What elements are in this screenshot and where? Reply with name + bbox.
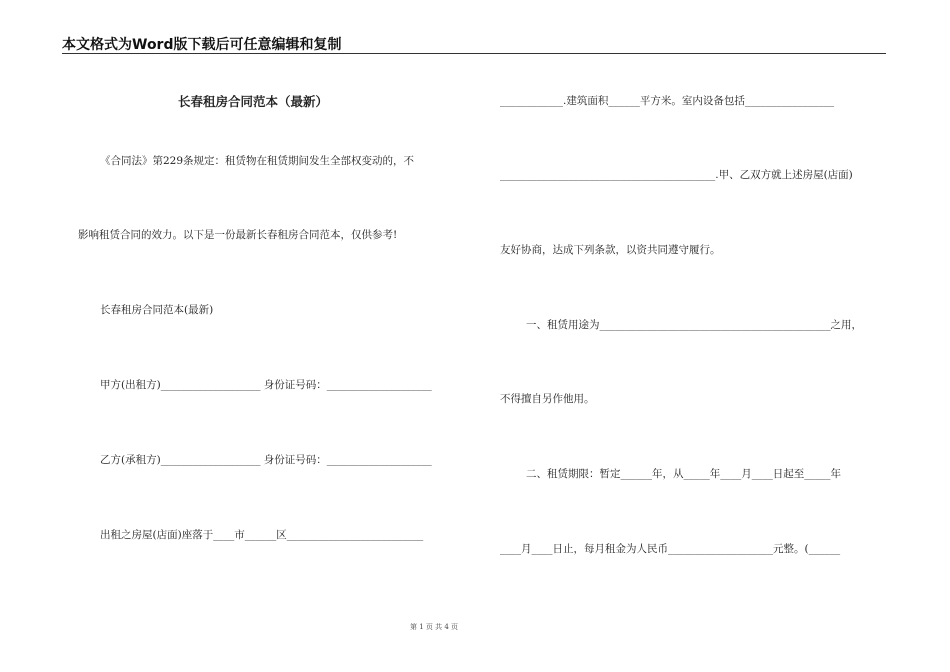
right-line-6: 二、租赁期限：暂定______年，从_____年____月____日起至_____年 bbox=[526, 468, 841, 480]
page-number: 第 1 页 共 4 页 bbox=[410, 623, 459, 631]
right-line-2: _________________________________________.甲、乙双方就上述房屋(店面) bbox=[500, 169, 853, 181]
left-line-2: 影响租赁合同的效力。以下是一份最新长春租房合同范本，仅供参考! bbox=[78, 229, 398, 241]
left-line-1: 《合同法》第229条规定：租赁物在租赁期间发生全部权变动的，不 bbox=[100, 155, 415, 167]
right-line-4: 一、租赁用途为____________________________________________之用， bbox=[526, 319, 862, 331]
document-title: 长春租房合同范本（最新） bbox=[178, 94, 329, 109]
right-line-7: ____月____日止，每月租金为人民币____________________元整。(______ bbox=[500, 543, 841, 555]
right-line-1: ____________.建筑面积______平方米。室内设备包括_________________ bbox=[500, 95, 835, 107]
document-banner: 本文格式为Word版下载后可任意编辑和复制 bbox=[62, 37, 342, 53]
header-divider bbox=[62, 53, 886, 54]
left-line-3: 长春租房合同范本(最新) bbox=[100, 304, 214, 316]
left-line-4: 甲方(出租方)___________________ 身份证号码：____________________ bbox=[100, 379, 432, 391]
right-line-5: 不得擅自另作他用。 bbox=[500, 393, 595, 405]
left-line-6: 出租之房屋(店面)座落于____市______区__________________________ bbox=[100, 529, 424, 541]
right-line-3: 友好协商，达成下列条款，以资共同遵守履行。 bbox=[500, 244, 721, 256]
left-line-5: 乙方(承租方)___________________ 身份证号码：____________________ bbox=[100, 454, 432, 466]
